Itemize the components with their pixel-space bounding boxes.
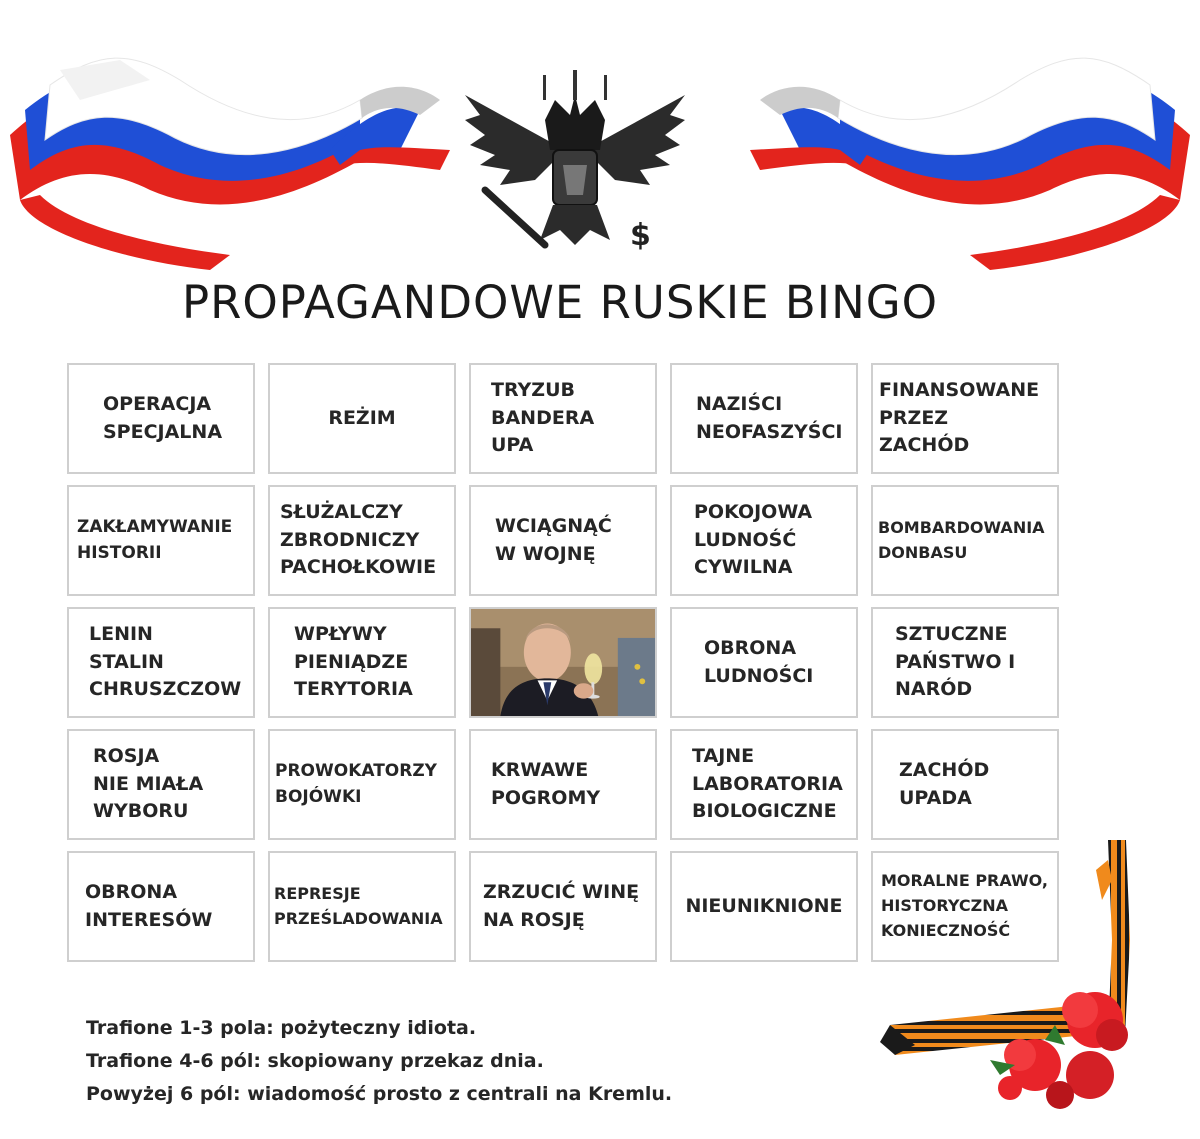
scoring-line-1: Trafione 1-3 pola: pożyteczny idiota.	[86, 1017, 477, 1039]
flag-ribbon-banner	[0, 0, 1200, 290]
photo-icon	[471, 609, 655, 716]
bingo-cell: ROSJA NIE MIAŁA WYBORU	[67, 729, 255, 840]
double-headed-eagle-icon	[465, 70, 685, 253]
st-george-ribbon-carnations-icon	[880, 820, 1180, 1130]
bingo-cell: PROWOKATORZY BOJÓWKI	[268, 729, 456, 840]
bingo-cell: MORALNE PRAWO, HISTORYCZNA KONIECZNOŚĆ	[871, 851, 1059, 962]
bingo-cell: ZAKŁAMYWANIE HISTORII	[67, 485, 255, 596]
svg-text:$: $	[630, 218, 651, 253]
bingo-cell: NIEUNIKNIONE	[670, 851, 858, 962]
right-flag-ribbon	[750, 58, 1190, 270]
left-flag-ribbon	[10, 58, 450, 270]
bingo-cell: TRYZUB BANDERA UPA	[469, 363, 657, 474]
putin-toast-photo	[469, 607, 657, 718]
bingo-cell: FINANSOWANE PRZEZ ZACHÓD	[871, 363, 1059, 474]
bingo-cell: SŁUŻALCZY ZBRODNICZY PACHOŁKOWIE	[268, 485, 456, 596]
bingo-cell: LENIN STALIN CHRUSZCZOW	[67, 607, 255, 718]
bingo-cell: OBRONA LUDNOŚCI	[670, 607, 858, 718]
bingo-cell: OPERACJA SPECJALNA	[67, 363, 255, 474]
bingo-cell: ZRZUCIĆ WINĘ NA ROSJĘ	[469, 851, 657, 962]
bingo-cell: REPRESJE PRZEŚLADOWANIA	[268, 851, 456, 962]
bingo-cell: WPŁYWY PIENIĄDZE TERYTORIA	[268, 607, 456, 718]
bingo-cell: BOMBARDOWANIA DONBASU	[871, 485, 1059, 596]
bingo-cell: WCIĄGNĄĆ W WOJNĘ	[469, 485, 657, 596]
scoring-legend	[86, 1012, 672, 1111]
bingo-cell: NAZIŚCI NEOFASZYŚCI	[670, 363, 858, 474]
bingo-cell: SZTUCZNE PAŃSTWO I NARÓD	[871, 607, 1059, 718]
page-title: PROPAGANDOWE RUSKIE BINGO	[181, 276, 939, 329]
scoring-line-3: Powyżej 6 pól: wiadomość prosto z centrali na Kremlu.	[86, 1083, 673, 1105]
bingo-cell: REŻIM	[268, 363, 456, 474]
bingo-cell: KRWAWE POGROMY	[469, 729, 657, 840]
bingo-cell: TAJNE LABORATORIA BIOLOGICZNE	[670, 729, 858, 840]
scoring-line-2: Trafione 4-6 pól: skopiowany przekaz dnia.	[86, 1050, 544, 1072]
bingo-cell: ZACHÓD UPADA	[871, 729, 1059, 840]
bingo-cell: POKOJOWA LUDNOŚĆ CYWILNA	[670, 485, 858, 596]
bingo-cell: OBRONA INTERESÓW	[67, 851, 255, 962]
